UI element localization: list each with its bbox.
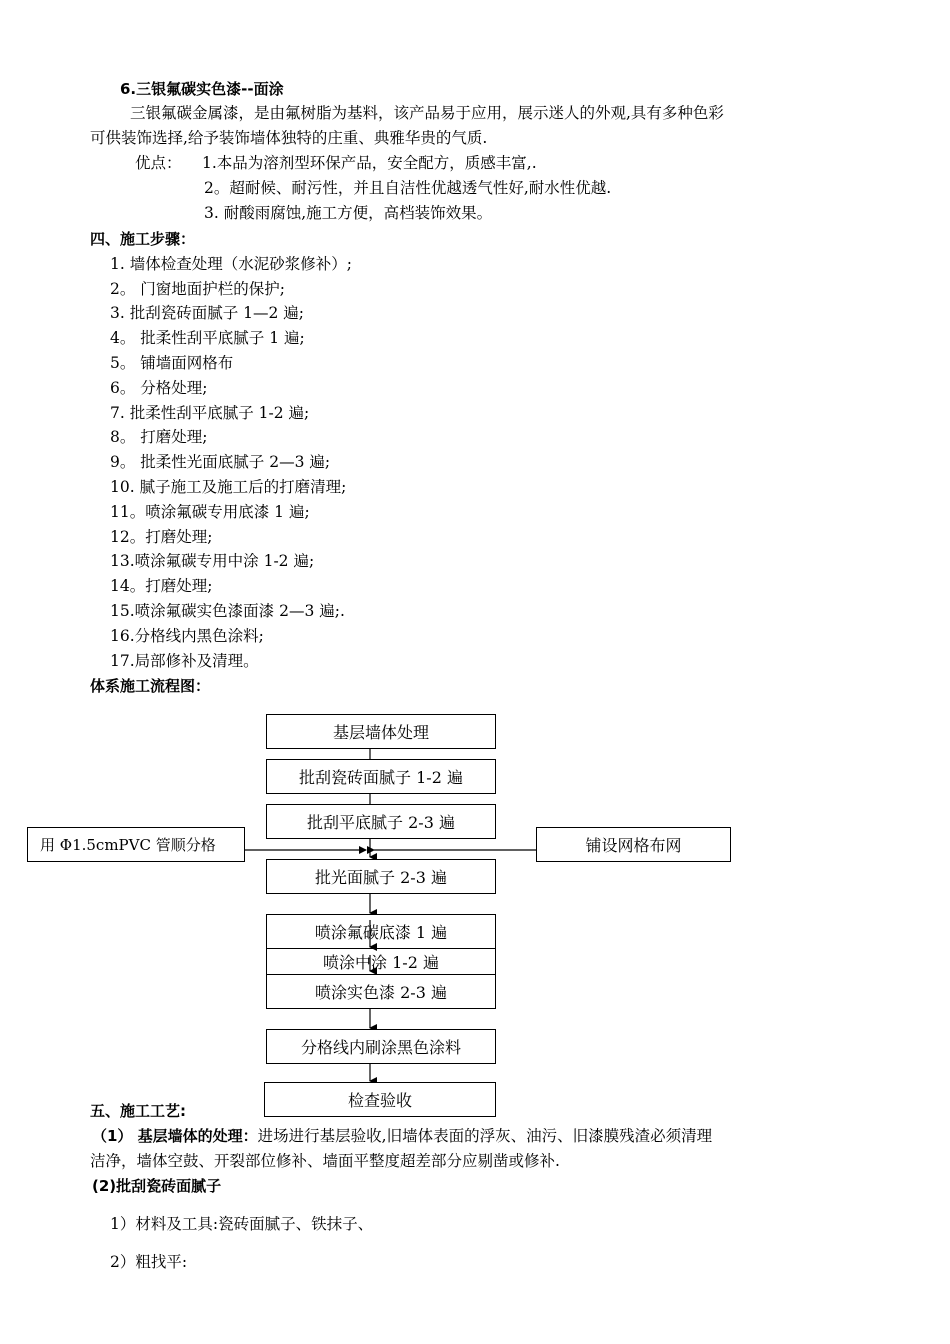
list-item: 16.分格线内黑色涂料;	[110, 627, 264, 645]
flow-chart-title: 体系施工流程图：	[90, 677, 211, 695]
section-6-paragraph-line2: 可供装饰选择,给予装饰墙体独特的庄重、典雅华贵的气质.	[90, 129, 488, 147]
list-item: 12。打磨处理;	[110, 528, 213, 546]
list-item: 2。 门窗地面护栏的保护;	[110, 280, 286, 298]
flow-box-primer-spray: 喷涂氟碳底漆 1 遍	[266, 914, 496, 949]
flow-box-midcoat-spray: 喷涂中涂 1-2 遍	[266, 948, 496, 975]
advantage-item-1: 1.本品为溶剂型环保产品，安全配方，质感丰富,.	[202, 154, 537, 172]
flow-box-mesh-cloth: 铺设网格布网	[536, 827, 731, 862]
list-item: 11。喷涂氟碳专用底漆 1 遍;	[110, 503, 310, 521]
advantages-label: 优点：	[135, 154, 182, 172]
list-item: 8。 打磨处理;	[110, 428, 208, 446]
flow-box-inspection: 检查验收	[264, 1082, 496, 1117]
list-item: 1. 墙体检查处理（水泥砂浆修补）;	[110, 255, 352, 273]
flow-box-black-paint-lines: 分格线内刷涂黑色涂料	[266, 1029, 496, 1064]
flow-box-base-wall-treatment: 基层墙体处理	[266, 714, 496, 749]
list-item: 10. 腻子施工及施工后的打磨清理;	[110, 478, 347, 496]
section-5-item-2: 2）粗找平:	[110, 1253, 188, 1271]
flow-box-pvc-pipe-division: 用 Φ1.5cmPVC 管顺分格	[27, 827, 245, 862]
flow-box-tile-putty: 批刮瓷砖面腻子 1-2 遍	[266, 759, 496, 794]
list-item: 15.喷涂氟碳实色漆面漆 2—3 遍;.	[110, 602, 345, 620]
section-4-title: 四、施工步骤：	[90, 230, 196, 248]
list-item: 9。 批柔性光面底腻子 2—3 遍;	[110, 453, 331, 471]
list-item: 14。打磨处理;	[110, 577, 213, 595]
section-5-item-1: 1）材料及工具:瓷砖面腻子、铁抹子、	[110, 1215, 374, 1233]
section-5-para1-line2: 洁净，墙体空鼓、开裂部位修补、墙面平整度超差部分应剔凿或修补.	[90, 1152, 560, 1170]
para1-heading: （1） 基层墙体的处理：	[92, 1127, 258, 1145]
section-6-title: 6.三银氟碳实色漆--面涂	[120, 80, 284, 98]
section-5-para1-line1	[92, 1126, 712, 1146]
advantage-item-3: 3. 耐酸雨腐蚀,施工方便，高档装饰效果。	[204, 204, 493, 222]
flow-box-flat-putty: 批刮平底腻子 2-3 遍	[266, 804, 496, 839]
list-item: 6。 分格处理;	[110, 379, 208, 397]
section-5-title: 五、施工工艺:	[90, 1102, 186, 1120]
section-5-para2-heading: (2)批刮瓷砖面腻子	[92, 1177, 222, 1195]
list-item: 17.局部修补及清理。	[110, 652, 259, 670]
flow-box-smooth-putty: 批光面腻子 2-3 遍	[266, 859, 496, 894]
flow-box-topcoat-spray: 喷涂实色漆 2-3 遍	[266, 974, 496, 1009]
list-item: 7. 批柔性刮平底腻子 1-2 遍;	[110, 404, 310, 422]
advantage-item-2: 2。超耐候、耐污性，并且自洁性优越透气性好,耐水性优越.	[204, 179, 612, 197]
para1-text: 进场进行基层验收,旧墙体表面的浮灰、油污、旧漆膜残渣必须清理	[257, 1127, 713, 1145]
list-item: 5。 铺墙面网格布	[110, 354, 234, 372]
section-6-paragraph-line1: 三银氟碳金属漆，是由氟树脂为基料，该产品易于应用，展示迷人的外观,具有多种色彩	[130, 104, 724, 122]
list-item: 13.喷涂氟碳专用中涂 1-2 遍;	[110, 552, 315, 570]
list-item: 4。 批柔性刮平底腻子 1 遍;	[110, 329, 305, 347]
list-item: 3. 批刮瓷砖面腻子 1—2 遍;	[110, 304, 305, 322]
